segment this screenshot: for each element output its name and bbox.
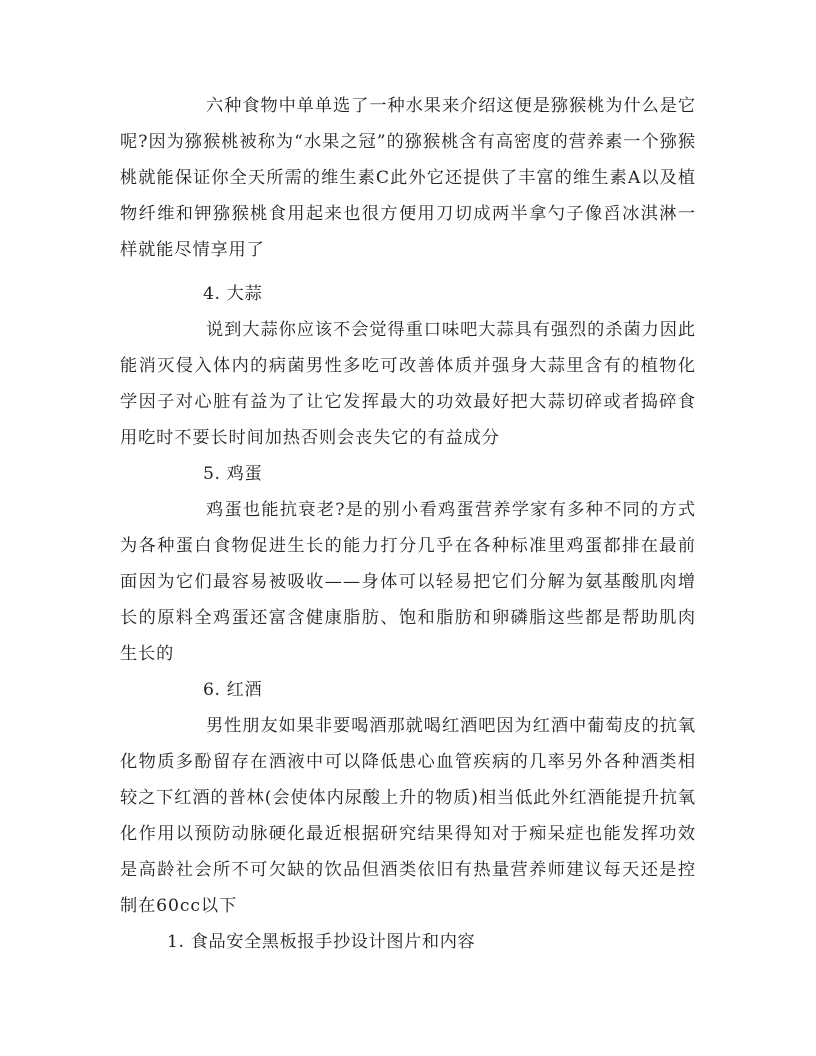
heading-egg: 5. 鸡蛋 (203, 464, 263, 484)
heading-garlic: 4. 大蒜 (203, 284, 263, 304)
paragraph-kiwi: 六种食物中单单选了一种水果来介绍这便是猕猴桃为什么是它呢?因为猕猴桃被称为“水果之冠”的猕猴桃含有高密度的营养素一个猕猴桃就能保证你全天所需的维生素C此外它还提供了丰富的维生素A以及植物纤维和钾猕猴桃食用起来也很方便用刀切成两半拿勺子像舀冰淇淋一样就能尽情享用了 (120, 96, 696, 260)
paragraph-red-wine: 男性朋友如果非要喝酒那就喝红酒吧因为红酒中葡萄皮的抗氧化物质多酚留存在酒液中可以降低患心血管疾病的几率另外各种酒类相较之下红酒的普林(会使体内尿酸上升的物质)相当低此外红酒能提升抗氧化作用以预防动脉硬化最近根据研究结果得知对于痴呆症也能发挥功效是高龄社会所不可欠缺的饮品但酒类依旧有热量营养师建议每天还是控制在60cc以下 (120, 716, 696, 916)
list-item-blackboard: 1. 食品安全黑板报手抄设计图片和内容 (167, 932, 476, 952)
paragraph-garlic: 说到大蒜你应该不会觉得重口味吧大蒜具有强烈的杀菌力因此能消灭侵入体内的病菌男性多吃可改善体质并强身大蒜里含有的植物化学因子对心脏有益为了让它发挥最大的功效最好把大蒜切碎或者捣碎食用吃时不要长时间加热否则会丧失它的有益成分 (120, 320, 696, 448)
heading-red-wine: 6. 红酒 (203, 680, 263, 700)
paragraph-egg: 鸡蛋也能抗衰老?是的别小看鸡蛋营养学家有多种不同的方式为各种蛋白食物促进生长的能力打分几乎在各种标准里鸡蛋都排在最前面因为它们最容易被吸收——身体可以轻易把它们分解为氨基酸肌肉增长的原料全鸡蛋还富含健康脂肪、饱和脂肪和卵磷脂这些都是帮助肌肉生长的 (120, 500, 696, 664)
